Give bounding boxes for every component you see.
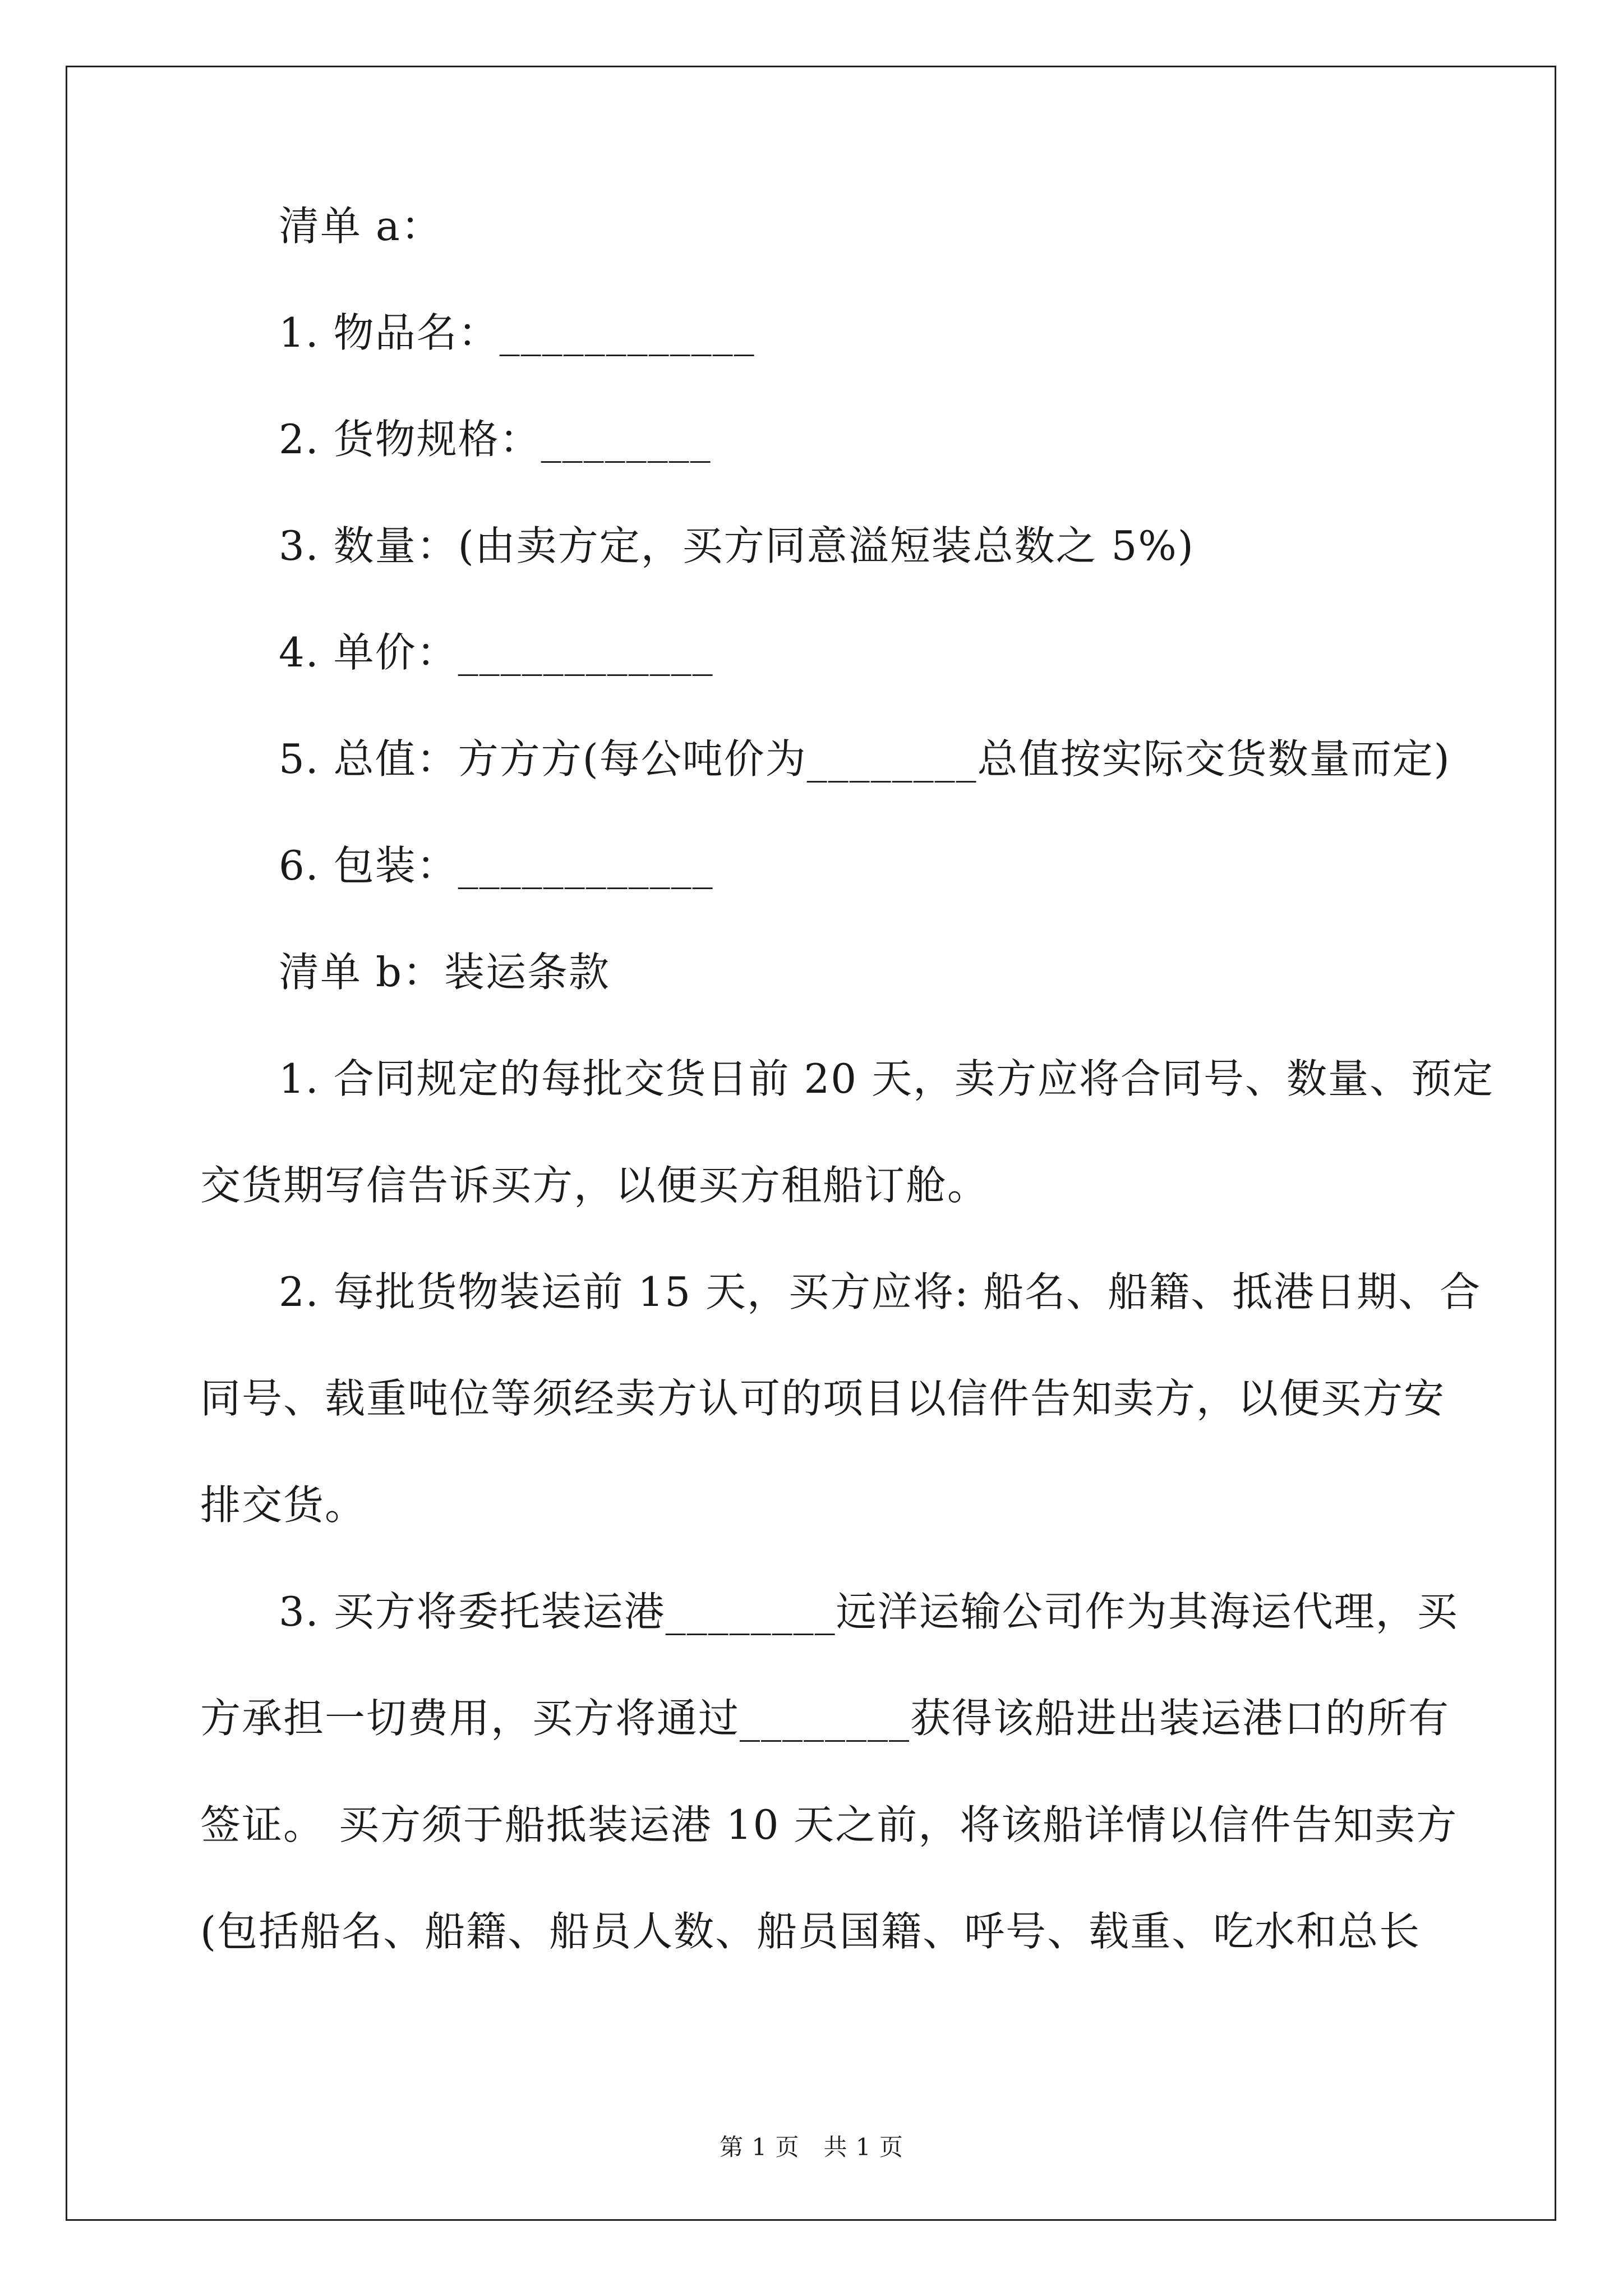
clause-3-line-4: (包括船名、船籍、船员人数、船员国籍、呼号、载重、吃水和总长	[200, 1908, 1421, 1955]
list-a-item-spec: 2. 货物规格：________	[279, 416, 712, 463]
list-a-item-quantity: 3. 数量：(由卖方定，买方同意溢短装总数之 5%)	[279, 522, 1195, 569]
list-a-item-name: 1. 物品名：____________	[279, 309, 755, 356]
page-number: 第 1 页 共 1 页	[720, 2133, 903, 2161]
list-a-item-total-value: 5. 总值：方方方(每公吨价为________总值按实际交货数量而定)	[279, 735, 1451, 783]
clause-2-line-1: 2. 每批货物装运前 15 天，买方应将: 船名、船籍、抵港日期、合	[279, 1268, 1482, 1315]
clause-1-line-1: 1. 合同规定的每批交货日前 20 天，卖方应将合同号、数量、预定	[279, 1055, 1494, 1102]
clause-2-line-3: 排交货。	[200, 1481, 367, 1529]
clause-3-line-2: 方承担一切费用，买方将通过________获得该船进出装运港口的所有	[200, 1695, 1450, 1742]
clause-1-line-2: 交货期写信告诉买方，以便买方租船订舱。	[200, 1162, 989, 1209]
clause-2-line-2: 同号、载重吨位等须经卖方认可的项目以信件告知卖方，以便买方安	[200, 1375, 1446, 1422]
clause-3-line-3: 签证。 买方须于船抵装运港 10 天之前，将该船详情以信件告知卖方	[200, 1801, 1458, 1848]
list-a-item-unit-price: 4. 单价：____________	[279, 629, 714, 676]
page-border	[66, 66, 1556, 2221]
list-a-heading: 清单 a：	[279, 203, 442, 250]
list-a-item-packing: 6. 包装：____________	[279, 842, 714, 889]
clause-3-line-1: 3. 买方将委托装运港________远洋运输公司作为其海运代理，买	[279, 1588, 1459, 1635]
list-b-heading: 清单 b：装运条款	[279, 949, 610, 996]
